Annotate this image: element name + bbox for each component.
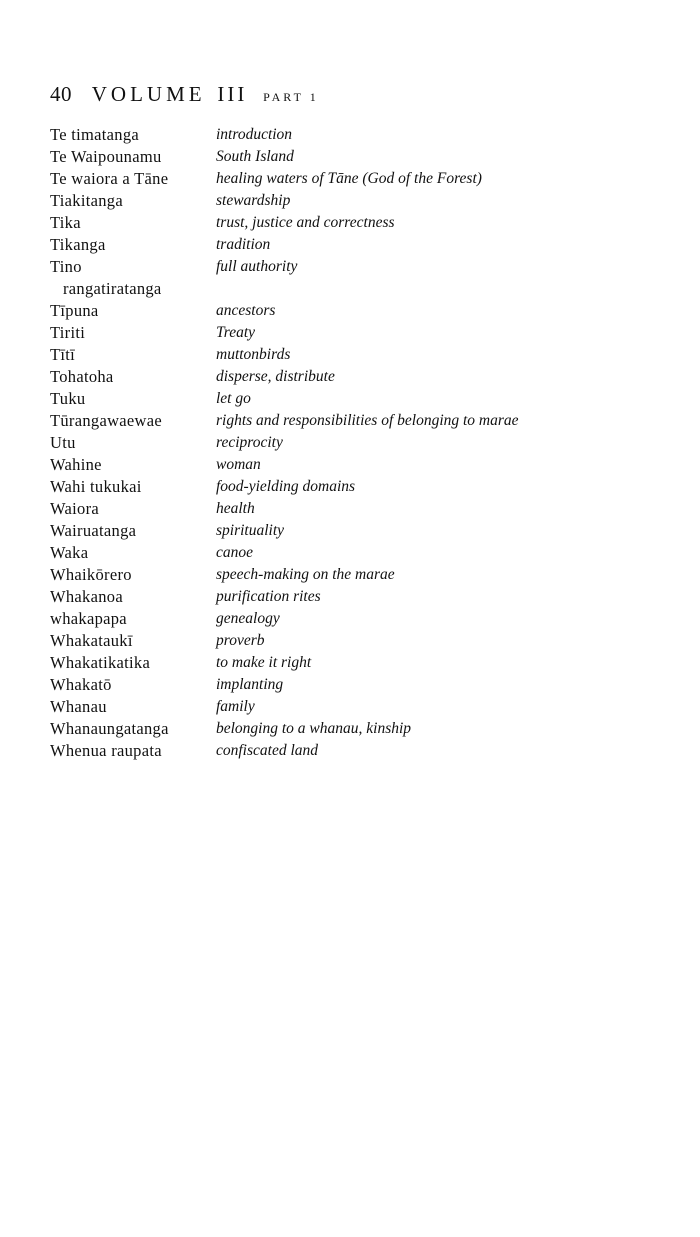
glossary-term (50, 740, 216, 762)
running-head (50, 82, 319, 107)
glossary-entry (50, 498, 650, 520)
glossary-term-text: Waiora (50, 499, 100, 518)
glossary-term (50, 366, 216, 388)
glossary-term (50, 234, 216, 256)
glossary-term-text: Utu (50, 433, 76, 452)
glossary-term-text: Tūrangawaewae (50, 411, 162, 430)
glossary-entry (50, 344, 650, 366)
glossary-term (50, 124, 216, 146)
glossary-meaning: family (216, 698, 255, 715)
glossary-term-text: Tikanga (50, 235, 106, 254)
glossary-term-text: Wahine (50, 455, 102, 474)
glossary-entry (50, 476, 650, 498)
glossary-term-text: Tuku (50, 389, 86, 408)
glossary-entry (50, 410, 650, 432)
glossary-term-text: Tīpuna (50, 301, 99, 320)
glossary-meaning: implanting (216, 676, 284, 693)
glossary-entry (50, 432, 650, 454)
glossary-term (50, 564, 216, 586)
page-number: 40 (50, 82, 72, 106)
glossary-meaning: spirituality (216, 522, 285, 539)
glossary-entry (50, 168, 650, 190)
glossary-meaning: reciprocity (216, 434, 283, 451)
glossary-term-text: Tītī (50, 345, 76, 364)
glossary-term-text: Whakatikatika (50, 653, 151, 672)
glossary-meaning: proverb (216, 632, 265, 649)
glossary-meaning: to make it right (216, 654, 312, 671)
glossary-entry (50, 322, 650, 344)
glossary-term (50, 322, 216, 344)
glossary-entry (50, 608, 650, 630)
glossary-entry (50, 586, 650, 608)
glossary-term-text: Tika (50, 213, 81, 232)
glossary-term-text: Tino (50, 257, 82, 276)
glossary-term-text: Whakataukī (50, 631, 133, 650)
glossary-term (50, 718, 216, 740)
glossary-term (50, 146, 216, 168)
glossary-entry (50, 718, 650, 740)
glossary-term-text: Wahi tukukai (50, 477, 142, 496)
glossary-term (50, 256, 216, 300)
glossary-term (50, 586, 216, 608)
glossary-entry (50, 542, 650, 564)
glossary-entry (50, 652, 650, 674)
glossary-term-text: Whanaungatanga (50, 719, 169, 738)
glossary-term (50, 212, 216, 234)
glossary-meaning: trust, justice and correctness (216, 214, 395, 231)
glossary-entry (50, 146, 650, 168)
glossary-term-text: Whenua raupata (50, 741, 162, 760)
glossary-meaning: ancestors (216, 302, 276, 319)
glossary-term (50, 652, 216, 674)
glossary-term-text: Te waiora a Tāne (50, 169, 169, 188)
glossary-meaning: Treaty (216, 324, 256, 341)
glossary-meaning: let go (216, 390, 251, 407)
glossary-meaning: belonging to a whanau, kinship (216, 720, 412, 737)
glossary-entry (50, 190, 650, 212)
glossary-entry (50, 520, 650, 542)
glossary-term (50, 520, 216, 542)
glossary-term-text: Whanau (50, 697, 107, 716)
glossary-term (50, 674, 216, 696)
glossary-term (50, 696, 216, 718)
glossary-term-text: Whakanoa (50, 587, 123, 606)
glossary-term-text: Te Waipounamu (50, 147, 162, 166)
glossary-term-text: whakapapa (50, 609, 127, 628)
glossary-meaning: stewardship (216, 192, 291, 209)
glossary-entry (50, 300, 650, 322)
glossary-meaning: woman (216, 456, 261, 473)
glossary-term-continuation: rangatiratanga (63, 279, 162, 298)
glossary-entry (50, 564, 650, 586)
glossary-term (50, 410, 216, 432)
volume-number: III (217, 82, 248, 106)
glossary-term (50, 542, 216, 564)
glossary-entry (50, 388, 650, 410)
glossary-entry (50, 256, 650, 300)
glossary-term-text: Whakatō (50, 675, 112, 694)
glossary-term-text: Whaikōrero (50, 565, 132, 584)
glossary-term (50, 630, 216, 652)
glossary-meaning: speech-making on the marae (216, 566, 395, 583)
glossary-term (50, 454, 216, 476)
glossary-term (50, 608, 216, 630)
glossary-entry (50, 696, 650, 718)
glossary-term-text: Tohatoha (50, 367, 114, 386)
glossary-term-text: Tiakitanga (50, 191, 123, 210)
glossary-meaning: food-yielding domains (216, 478, 356, 495)
glossary-entry (50, 630, 650, 652)
glossary-entry (50, 124, 650, 146)
volume-label: VOLUME (91, 82, 206, 106)
glossary-meaning: rights and responsibilities of belonging to marae (216, 412, 519, 429)
part-label: PART 1 (263, 90, 319, 104)
glossary-meaning: healing waters of Tāne (God of the Forest) (216, 170, 482, 187)
glossary-term-text: Waka (50, 543, 89, 562)
glossary-meaning: canoe (216, 544, 254, 561)
glossary-meaning: full authority (216, 258, 298, 275)
glossary-term (50, 498, 216, 520)
glossary-entry (50, 212, 650, 234)
glossary-entry (50, 674, 650, 696)
glossary-entry (50, 234, 650, 256)
glossary-term-text: Te timatanga (50, 125, 140, 144)
glossary-term (50, 190, 216, 212)
glossary-term (50, 432, 216, 454)
glossary-entry (50, 740, 650, 762)
glossary-term-text: Wairuatanga (50, 521, 137, 540)
glossary-entry (50, 366, 650, 388)
glossary-term (50, 476, 216, 498)
glossary-entry (50, 454, 650, 476)
glossary-term (50, 300, 216, 322)
glossary-meaning: purification rites (216, 588, 321, 605)
glossary-meaning: introduction (216, 126, 293, 143)
glossary-term (50, 344, 216, 366)
glossary-meaning: muttonbirds (216, 346, 291, 363)
glossary-meaning: health (216, 500, 255, 517)
glossary-term (50, 388, 216, 410)
glossary-meaning: genealogy (216, 610, 280, 627)
glossary-list (50, 124, 650, 762)
glossary-meaning: South Island (216, 148, 294, 165)
glossary-term-text: Tiriti (50, 323, 86, 342)
glossary-term (50, 168, 216, 190)
glossary-meaning: disperse, distribute (216, 368, 335, 385)
glossary-meaning: confiscated land (216, 742, 319, 759)
glossary-meaning: tradition (216, 236, 271, 253)
